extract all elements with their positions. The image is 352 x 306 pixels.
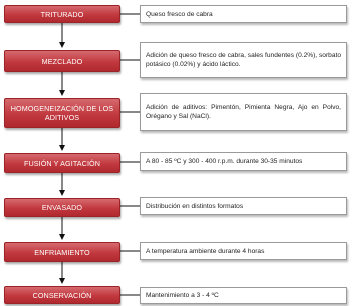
step-label: HOMOGENEIZACIÓN DE LOS ADITIVOS [10,104,114,122]
step-label: CONSERVACIÓN [32,290,92,300]
step-fusion-agitacion [4,153,120,173]
note-text: Queso fresco de cabra [146,10,213,18]
note-text: Mantenimiento a 3 - 4 ºC [146,292,219,299]
note-homogeneizacion [140,93,347,131]
step-label: ENVASADO [41,203,83,212]
step-label: FUSIÓN Y AGITACIÓN [23,158,101,168]
note-text: Distribución en distintos formatos [146,202,244,210]
note-text: A temperatura ambiente durante 4 horas [146,247,265,255]
note-text: Adición de queso fresco de cabra, sales fundentes (0.2%), sorbato potásico (0.02%) y ácido láctico. [146,52,341,68]
note-text: A 80 - 85 ºC y 300 - 400 r.p.m. durante 30-35 minutos [146,158,303,165]
step-mezclado [4,50,120,72]
note-triturado [140,5,347,23]
step-homogeneizacion [4,98,120,128]
step-conservacion [4,286,120,304]
note-conservacion [140,287,347,304]
note-envasado [140,197,347,215]
step-triturado [4,5,120,23]
note-enfriamiento [140,242,347,260]
step-label: MEZCLADO [41,56,83,66]
step-enfriamiento [4,242,120,262]
step-label: TRITURADO [40,9,84,19]
note-fusion-agitacion [140,152,347,171]
step-envasado [4,198,120,217]
note-text: Adición de aditivos: Pimentón, Pimienta Negra, Ajo en Polvo, Orégano y Sal (NaCl). [146,104,341,120]
step-label: ENFRIAMIENTO [34,247,90,257]
note-mezclado [140,42,347,78]
